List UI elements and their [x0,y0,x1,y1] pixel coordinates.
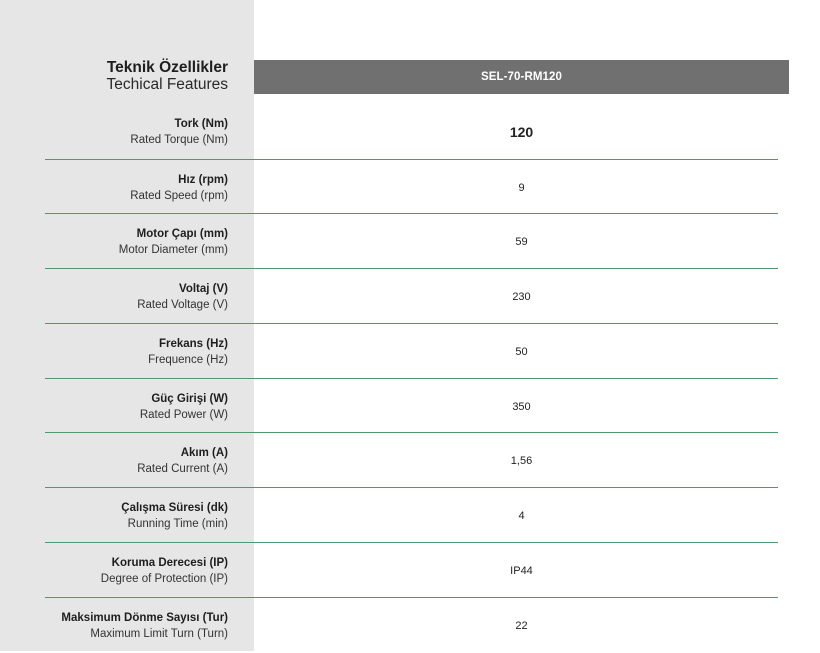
spec-value: 4 [518,509,525,522]
spec-labels [121,500,228,532]
heading-title-tr: Teknik Özellikler [106,59,228,76]
spec-row-torque [0,104,820,159]
spec-label-en: Rated Torque (Nm) [130,133,228,146]
spec-label-tr: Voltaj (V) [179,282,228,295]
spec-labels [61,610,228,642]
spec-labels [148,336,228,368]
spec-label-tr: Hız (rpm) [178,173,228,186]
spec-value: 120 [509,123,534,140]
spec-row-power [0,379,820,434]
spec-label-tr: Güç Girişi (W) [151,392,228,405]
spec-label-en: Rated Speed (rpm) [130,189,228,202]
spec-labels [137,281,228,313]
spec-label-en: Maximum Limit Turn (Turn) [90,627,228,640]
spec-label-en: Motor Diameter (mm) [118,243,228,256]
spec-label-en: Frequence (Hz) [148,353,228,366]
spec-label-tr: Akım (A) [180,446,228,459]
spec-row-frequency [0,324,820,379]
spec-label-en: Rated Voltage (V) [137,298,228,311]
spec-labels [101,555,228,587]
spec-label-en: Rated Current (A) [137,462,228,475]
spec-labels [130,116,228,148]
spec-row-speed [0,160,820,215]
spec-labels [137,445,228,477]
spec-value: 50 [515,345,528,358]
spec-labels [119,226,228,258]
spec-label-tr: Koruma Derecesi (IP) [111,556,228,569]
model-header: SEL-70-RM120 [254,60,789,94]
spec-value: 22 [515,619,528,632]
spec-value: 230 [512,290,531,303]
spec-value: 350 [512,400,531,413]
section-heading [107,59,228,94]
spec-labels [130,172,228,204]
spec-label-en: Running Time (min) [127,517,228,530]
spec-row-running-time [0,488,820,543]
spec-value: 9 [518,181,525,194]
spec-label-en: Rated Power (W) [139,408,228,421]
spec-row-limit-turn [0,598,820,653]
spec-label-tr: Çalışma Süresi (dk) [121,501,228,514]
spec-label-en: Degree of Protection (IP) [100,572,228,585]
spec-row-protection [0,543,820,598]
spec-row-voltage [0,269,820,324]
spec-row-diameter [0,214,820,269]
spec-label-tr: Motor Çapı (mm) [136,227,228,240]
spec-value: 59 [515,235,528,248]
spec-label-tr: Maksimum Dönme Sayısı (Tur) [61,611,228,624]
spec-value: 1,56 [510,454,533,467]
spec-row-current [0,433,820,488]
spec-label-tr: Tork (Nm) [174,117,228,130]
spec-value: IP44 [510,564,533,577]
spec-label-tr: Frekans (Hz) [158,337,228,350]
spec-labels [140,391,228,423]
heading-title-en: Techical Features [106,76,228,94]
